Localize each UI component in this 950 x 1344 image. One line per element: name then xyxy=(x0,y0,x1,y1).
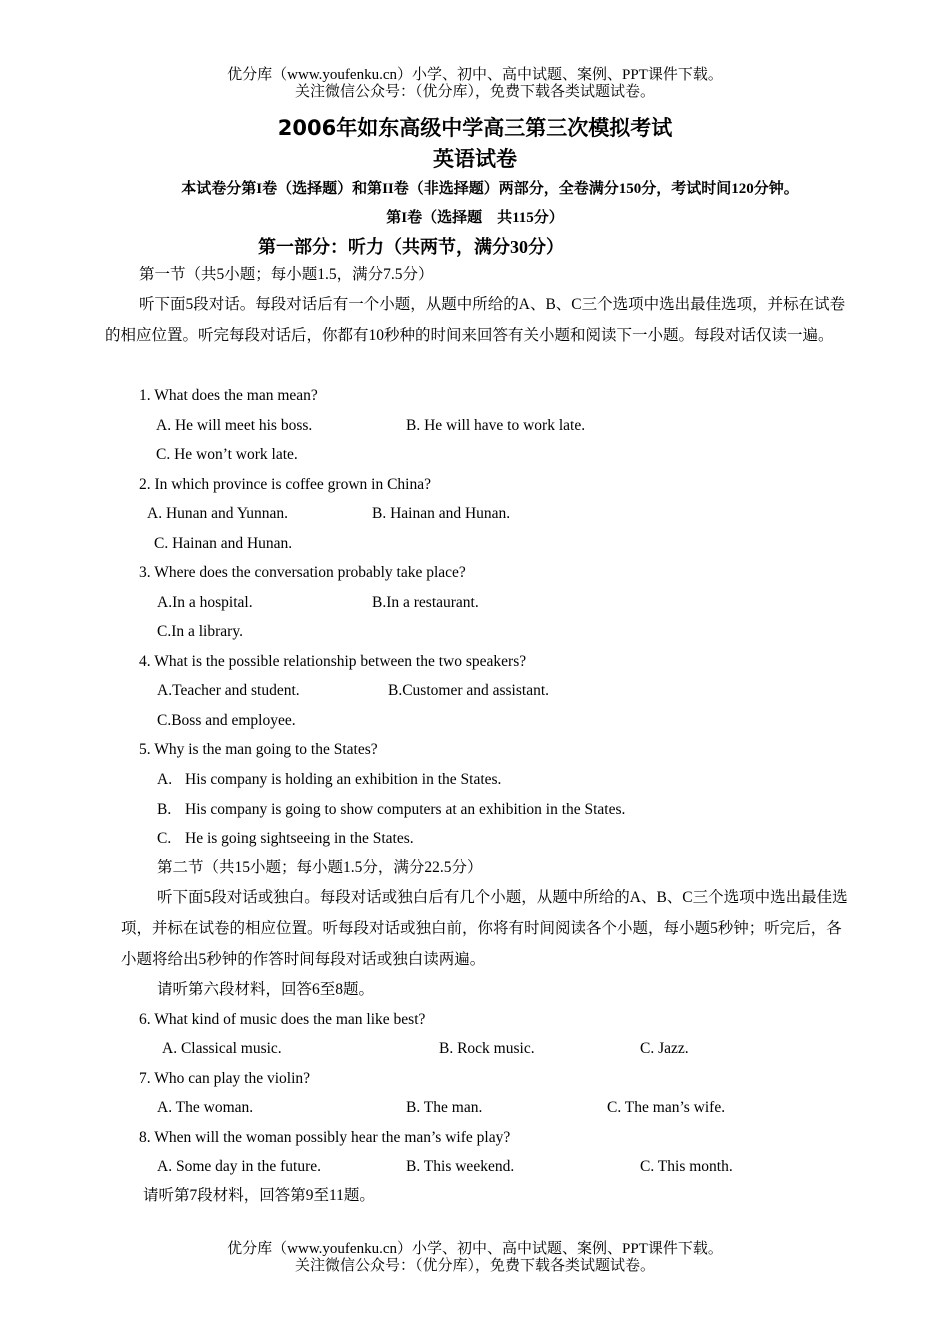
footer-line-2: 关注微信公众号：（优分库），免费下载各类试题试卷。 xyxy=(294,1258,655,1274)
header-line-2: 关注微信公众号：（优分库），免费下载各类试题试卷。 xyxy=(294,84,655,100)
question-8-option-a: A. Some day in the future. xyxy=(157,1158,322,1175)
question-7-option-a: A. The woman. xyxy=(157,1099,254,1116)
question-5-option-a: His company is holding an exhibition in the States. xyxy=(185,771,502,788)
question-6: 6. What kind of music does the man like best? xyxy=(139,1011,426,1028)
part-heading: 第一部分：听力（共两节，满分30分） xyxy=(258,237,564,257)
question-5-option-c-letter: C. xyxy=(157,830,172,847)
question-5-option-b-letter: B. xyxy=(157,801,172,818)
question-3-option-b: B.In a restaurant. xyxy=(372,594,479,611)
question-6-option-b: B. Rock music. xyxy=(439,1040,535,1057)
question-2-option-c: C. Hainan and Hunan. xyxy=(154,535,293,552)
question-4-option-c: C.Boss and employee. xyxy=(157,712,296,729)
section-2-heading: 第二节（共15小题；每小题1.5分，满分22.5分） xyxy=(157,859,483,876)
question-5-option-a-letter: A. xyxy=(157,771,173,788)
question-4-option-a: A.Teacher and student. xyxy=(157,682,300,699)
question-5-option-b: His company is going to show computers at an exhibition in the States. xyxy=(185,801,626,818)
exam-title: 2006年如东高级中学高三第三次模拟考试 xyxy=(277,116,673,140)
question-2-option-a: A. Hunan and Yunnan. xyxy=(147,505,289,522)
header-line-1: 优分库（www.youfenku.cn）小学、初中、高中试题、案例、PPT课件下载。 xyxy=(227,67,723,83)
material-7-instruction: 请听第7段材料，回答第9至11题。 xyxy=(143,1187,375,1204)
question-1-option-c: C. He won’t work late. xyxy=(156,446,298,463)
page-footer xyxy=(0,1241,950,1275)
question-2-option-b: B. Hainan and Hunan. xyxy=(372,505,511,522)
volume-heading: 第I卷（选择题 共115分） xyxy=(386,210,564,226)
question-5-option-c: He is going sightseeing in the States. xyxy=(185,830,414,847)
question-5: 5. Why is the man going to the States? xyxy=(139,741,378,758)
question-8-option-c: C. This month. xyxy=(640,1158,733,1175)
section-2-instructions: 听下面5段对话或独白。每段对话或独白后有几个小题，从题中所给的A、B、C三个选项中选出最佳选项，并标在试卷的相应位置。听每段对话或独白前，你将有时间阅读各个小题，每小题5秒钟；听完后，各小题将给出5秒钟的作答时间每段对话或独白读两遍。 xyxy=(121,889,848,968)
section-1-instructions: 听下面5段对话。每段对话后有一个小题，从题中所给的A、B、C三个选项中选出最佳选项，并标在试卷的相应位置。听完每段对话后，你都有10秒种的时间来回答有关小题和阅读下一小题。每段对话仅读一遍。 xyxy=(105,296,846,344)
question-8-option-b: B. This weekend. xyxy=(406,1158,515,1175)
question-1-option-a: A. He will meet his boss. xyxy=(156,417,313,434)
question-4: 4. What is the possible relationship between the two speakers? xyxy=(139,653,527,670)
exam-subtitle: 英语试卷 xyxy=(433,147,517,171)
page-header xyxy=(0,67,950,101)
question-7-option-b: B. The man. xyxy=(406,1099,483,1116)
material-6-instruction: 请听第六段材料，回答6至8题。 xyxy=(157,981,375,998)
question-3-option-c: C.In a library. xyxy=(157,623,243,640)
question-3: 3. Where does the conversation probably take place? xyxy=(139,564,466,581)
section-1-heading: 第一节（共5小题；每小题1.5，满分7.5分） xyxy=(139,266,434,283)
footer-line-1: 优分库（www.youfenku.cn）小学、初中、高中试题、案例、PPT课件下载。 xyxy=(227,1241,723,1257)
question-1: 1. What does the man mean? xyxy=(139,387,318,404)
question-2: 2. In which province is coffee grown in China? xyxy=(139,476,431,493)
exam-intro: 本试卷分第I卷（选择题）和第II卷（非选择题）两部分，全卷满分150分，考试时间120分钟。 xyxy=(181,181,799,197)
question-8: 8. When will the woman possibly hear the man’s wife play? xyxy=(139,1129,511,1146)
question-7-option-c: C. The man’s wife. xyxy=(607,1099,726,1116)
question-1-option-b: B. He will have to work late. xyxy=(406,417,586,434)
question-6-option-a: A. Classical music. xyxy=(162,1040,282,1057)
question-6-option-c: C. Jazz. xyxy=(640,1040,689,1057)
question-7: 7. Who can play the violin? xyxy=(139,1070,311,1087)
question-4-option-b: B.Customer and assistant. xyxy=(388,682,550,699)
question-3-option-a: A.In a hospital. xyxy=(157,594,253,611)
